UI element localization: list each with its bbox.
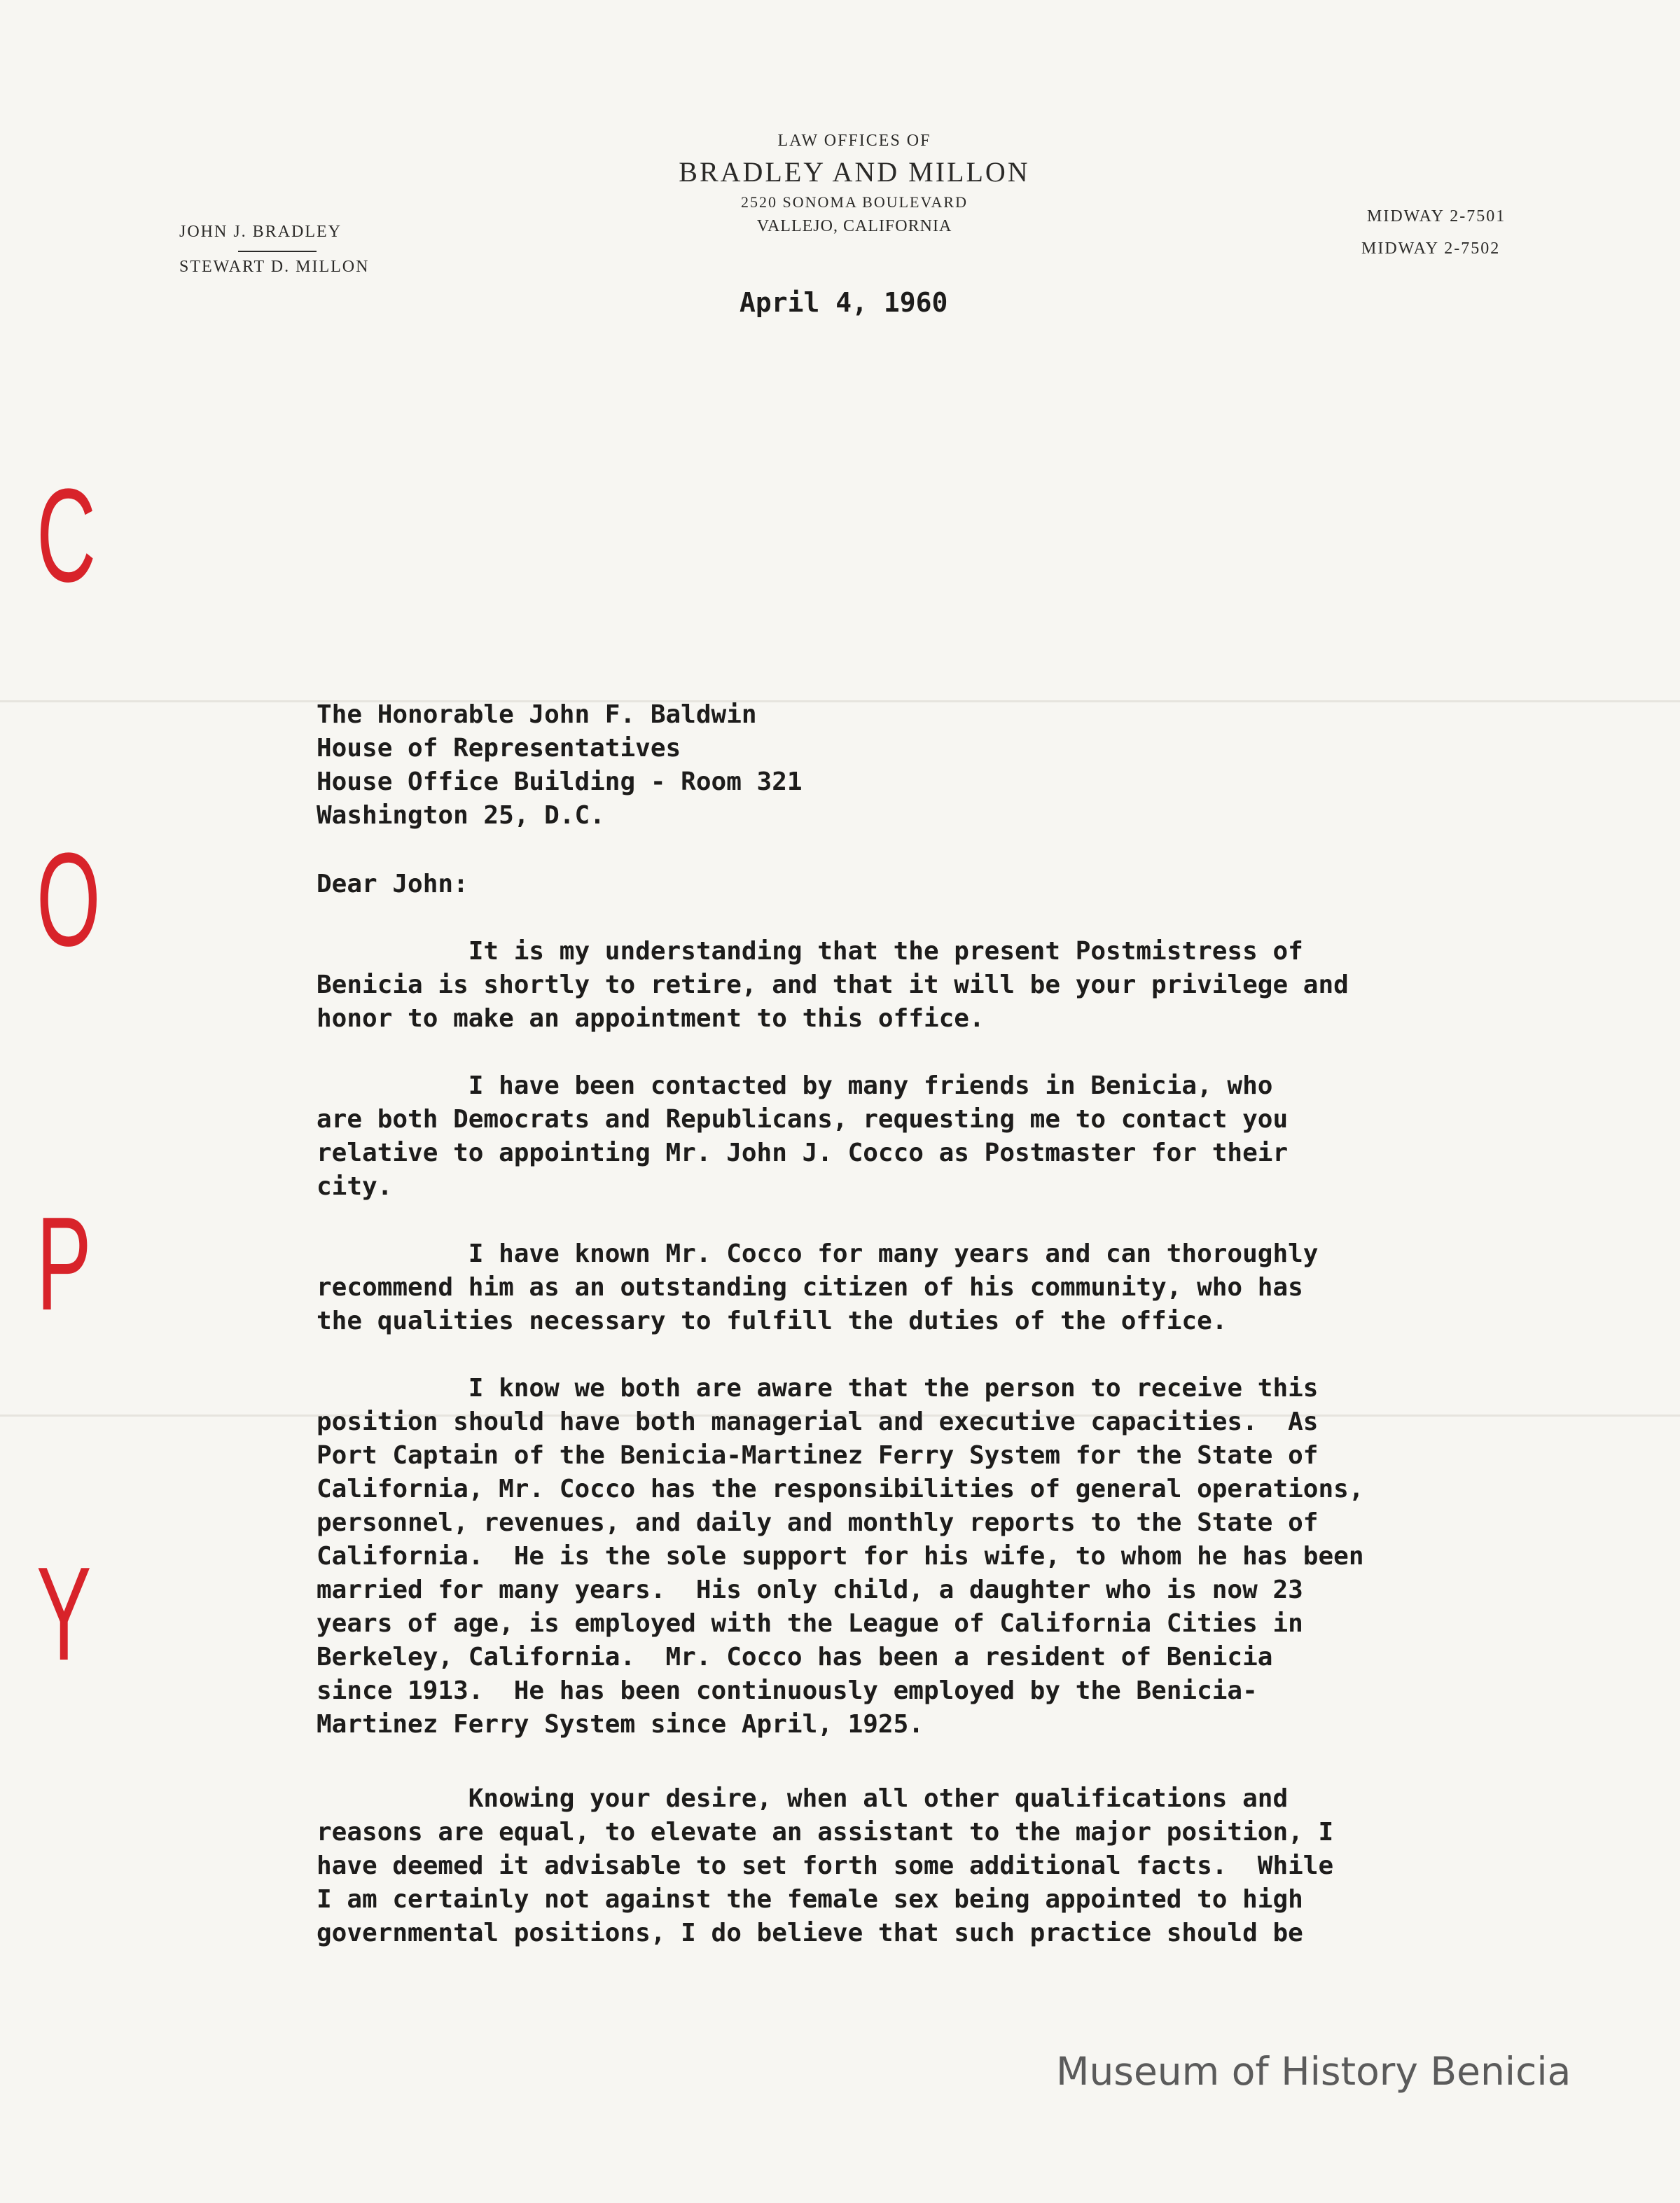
body-line: governmental positions, I do believe that such practice should be bbox=[317, 1919, 1303, 1947]
body-line: years of age, is employed with the League of California Cities in bbox=[317, 1609, 1303, 1638]
partner-bradley: JOHN J. BRADLEY bbox=[179, 223, 342, 241]
recipient-line: House Office Building - Room 321 bbox=[317, 767, 803, 796]
body-line: Martinez Ferry System since April, 1925. bbox=[317, 1710, 924, 1739]
paper-fold bbox=[0, 700, 1680, 702]
letterhead-law-offices: LAW OFFICES OF bbox=[777, 132, 931, 150]
body-line: reasons are equal, to elevate an assistant to the major position, I bbox=[317, 1818, 1334, 1847]
copy-stamp-letter-p: P bbox=[36, 1190, 92, 1338]
letter-date: April 4, 1960 bbox=[740, 287, 948, 318]
recipient-line: Washington 25, D.C. bbox=[317, 801, 605, 830]
museum-watermark: Museum of History Benicia bbox=[1056, 2049, 1571, 2094]
body-line: have deemed it advisable to set forth some additional facts. While bbox=[317, 1851, 1334, 1880]
partner-divider bbox=[238, 251, 317, 252]
recipient-line: The Honorable John F. Baldwin bbox=[317, 700, 757, 729]
body-line: I know we both are aware that the person to receive this bbox=[317, 1374, 1319, 1403]
partner-millon: STEWART D. MILLON bbox=[179, 258, 370, 276]
body-line: Port Captain of the Benicia-Martinez Ferry System for the State of bbox=[317, 1441, 1319, 1470]
copy-stamp-letter-y: Y bbox=[36, 1540, 92, 1688]
letterhead-street: 2520 SONOMA BOULEVARD bbox=[741, 193, 968, 211]
recipient-line: House of Representatives bbox=[317, 734, 681, 763]
copy-stamp-letter-o: O bbox=[36, 826, 101, 974]
body-line: are both Democrats and Republicans, requesting me to contact you bbox=[317, 1105, 1289, 1134]
body-line: I have been contacted by many friends in Benicia, who bbox=[317, 1071, 1273, 1100]
body-line: I am certainly not against the female sex being appointed to high bbox=[317, 1885, 1303, 1914]
body-line: It is my understanding that the present Postmistress of bbox=[317, 937, 1303, 966]
letterhead-firm-name: BRADLEY AND MILLON bbox=[679, 156, 1030, 188]
body-line: Benicia is shortly to retire, and that it will be your privilege and bbox=[317, 971, 1349, 999]
body-line: relative to appointing Mr. John J. Cocco as Postmaster for their bbox=[317, 1139, 1289, 1167]
body-line: Knowing your desire, when all other qualifications and bbox=[317, 1784, 1289, 1813]
body-line: California, Mr. Cocco has the responsibilities of general operations, bbox=[317, 1475, 1364, 1503]
letterhead-city: VALLEJO, CALIFORNIA bbox=[756, 217, 952, 235]
body-line: city. bbox=[317, 1172, 393, 1201]
phone-1: MIDWAY 2-7501 bbox=[1367, 207, 1506, 225]
body-line: California. He is the sole support for his wife, to whom he has been bbox=[317, 1542, 1364, 1571]
body-line: recommend him as an outstanding citizen of his community, who has bbox=[317, 1273, 1303, 1302]
body-line: honor to make an appointment to this office. bbox=[317, 1004, 985, 1033]
body-line: personnel, revenues, and daily and monthly reports to the State of bbox=[317, 1508, 1319, 1537]
body-line: married for many years. His only child, a daughter who is now 23 bbox=[317, 1576, 1303, 1604]
salutation: Dear John: bbox=[317, 870, 468, 898]
phone-2: MIDWAY 2-7502 bbox=[1361, 239, 1501, 258]
copy-stamp-letter-c: C bbox=[36, 461, 97, 610]
body-line: Berkeley, California. Mr. Cocco has been a resident of Benicia bbox=[317, 1643, 1273, 1672]
body-line: the qualities necessary to fulfill the duties of the office. bbox=[317, 1307, 1228, 1335]
body-line: position should have both managerial and executive capacities. As bbox=[317, 1408, 1319, 1436]
body-line: I have known Mr. Cocco for many years and can thoroughly bbox=[317, 1239, 1319, 1268]
body-line: since 1913. He has been continuously employed by the Benicia- bbox=[317, 1676, 1258, 1705]
